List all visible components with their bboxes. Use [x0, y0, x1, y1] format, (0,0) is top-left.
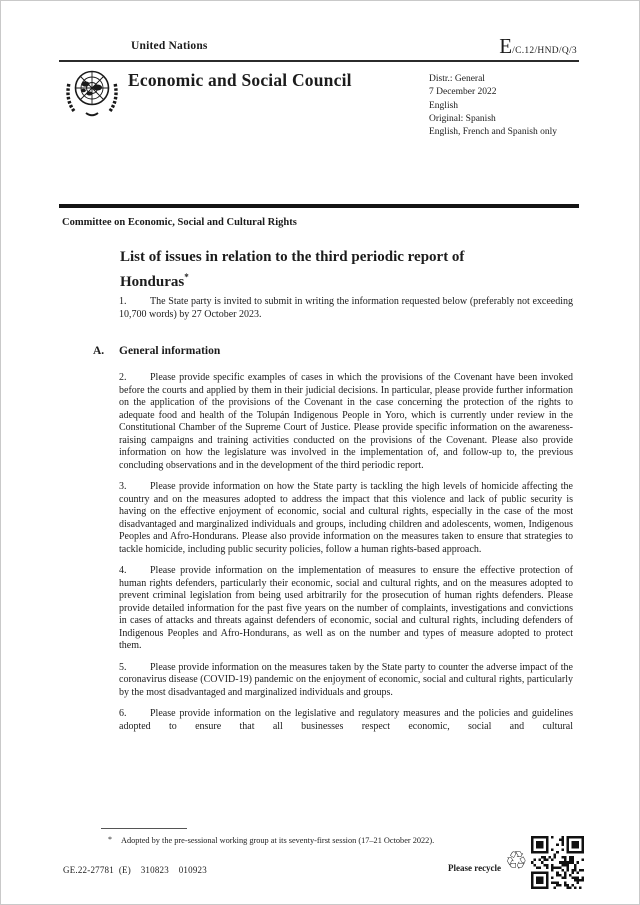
paragraph-text: Please provide information on the legislative and regulatory measures and the policies and guidelines adopted to ensure that all businesses respect economic, social and cultural — [119, 708, 573, 732]
paragraph-number: 1. — [119, 296, 127, 307]
council-title: Economic and Social Council — [128, 70, 352, 90]
page-title — [120, 247, 582, 292]
recycle-icon: ♲ — [505, 846, 528, 875]
committee-name: Committee on Economic, Social and Cultural Rights — [62, 217, 297, 228]
paragraph-2 — [119, 372, 573, 472]
un-emblem-icon — [60, 63, 124, 127]
footnote-separator — [101, 828, 187, 829]
paragraph-text: Please provide specific examples of cases in which the provisions of the Covenant have been invoked before the courts and applied by them in their judicial decisions. In particular, please provide further information on the application of the provisions of the Covenant in the case concerning the protection of the rights to adequate food and health of the Tolupán Indigenous People in Yoro, which is currently under review in the Constitutional Chamber of the Supreme Court of Justice. Please provide specific information on the awareness-raising campaigns and training activities conducted on the provisions of the Covenant. Please also provide information on how the legislature was involved in the implementation of, and follow-up to, the previous concluding observations and in the development of the third periodic report. — [119, 372, 573, 471]
page-title-line2: Honduras — [120, 274, 185, 290]
distr-line: English — [429, 100, 459, 111]
distr-line: 7 December 2022 — [429, 87, 497, 98]
page-title-line1: List of issues in relation to the third periodic report of — [120, 249, 465, 265]
distr-line: Original: Spanish — [429, 113, 496, 124]
paragraph-number: 5. — [119, 661, 127, 673]
distr-line: English, French and Spanish only — [429, 127, 557, 138]
paragraph-3 — [119, 481, 573, 556]
body-paragraphs — [119, 372, 573, 742]
paragraph-1 — [119, 296, 573, 321]
paragraph-4 — [119, 565, 573, 653]
paragraph-number: 2. — [119, 372, 127, 383]
footnote-ref: * — [108, 835, 112, 844]
footnote — [108, 834, 558, 846]
paragraph-text: Please provide information on how the State party is tackling the high levels of homicide affecting the country and on the measures adopted to address the impact that this violence and lack of public security is having on the effective enjoyment of economic, social and cultural rights, especially in the case of the most disadvantaged and marginalized individuals and groups, including children and adolescents, women, Indigenous Peoples and Afro-Hondurans. Please also provide information on the measures taken to ensure that strategies to tackle homicide, including public security policies, follow a human rights-based approach. — [119, 481, 573, 555]
paragraph-number: 3. — [119, 481, 127, 492]
paragraph-text: Please provide information on the implementation of measures to ensure the effective protection of human rights defenders, particularly their economic, social and cultural rights, and on the measures adopted to prevent criminal legislation from being used arbitrarily for the prosecution of human rights defenders. Please provide detailed information for the past five years on the number of complaints, investigations and convictions in cases of attacks and threats against defenders of economic, social and cultural rights, including defenders of Indigenous Peoples and Afro-Hondurans, as well as on the number and types of measure adopted to protect them. — [119, 565, 573, 651]
distr-line: Distr.: General — [429, 74, 485, 84]
section-a-heading: General information — [119, 345, 221, 357]
please-recycle-label: Please recycle — [448, 863, 502, 873]
distribution-block — [429, 73, 557, 139]
paragraph-5 — [119, 662, 573, 700]
paragraph-number: 6. — [119, 708, 127, 719]
paragraph-text: Please provide information on the measures taken by the State party to counter the adverse impact of the coronavirus disease (COVID-19) pandemic on the enjoyment of economic, social and cultural rights, particularly by the most disadvantaged and marginalized individuals and groups. — [119, 661, 573, 698]
section-divider-bar — [59, 204, 579, 208]
document-symbol-rest: /C.12/HND/Q/3 — [512, 46, 577, 56]
document-symbol — [499, 34, 577, 59]
header-rule — [59, 60, 579, 62]
footnote-text: Adopted by the pre-sessional working group at its seventy-first session (17–21 October 2022). — [121, 836, 435, 845]
paragraph-number: 4. — [119, 565, 127, 576]
ge-document-code: GE.22-27781 (E) 310823 010923 — [63, 865, 207, 875]
section-a-letter: A. — [93, 345, 105, 357]
paragraph-text: The State party is invited to submit in writing the information requested below (preferably not exceeding 10,700 words) by 27 October 2023. — [119, 296, 573, 320]
document-symbol-prefix: E — [499, 34, 513, 58]
un-header-label: United Nations — [131, 40, 208, 52]
title-footnote-ref: * — [184, 272, 189, 282]
qr-code — [531, 836, 584, 889]
paragraph-6 — [119, 708, 573, 733]
